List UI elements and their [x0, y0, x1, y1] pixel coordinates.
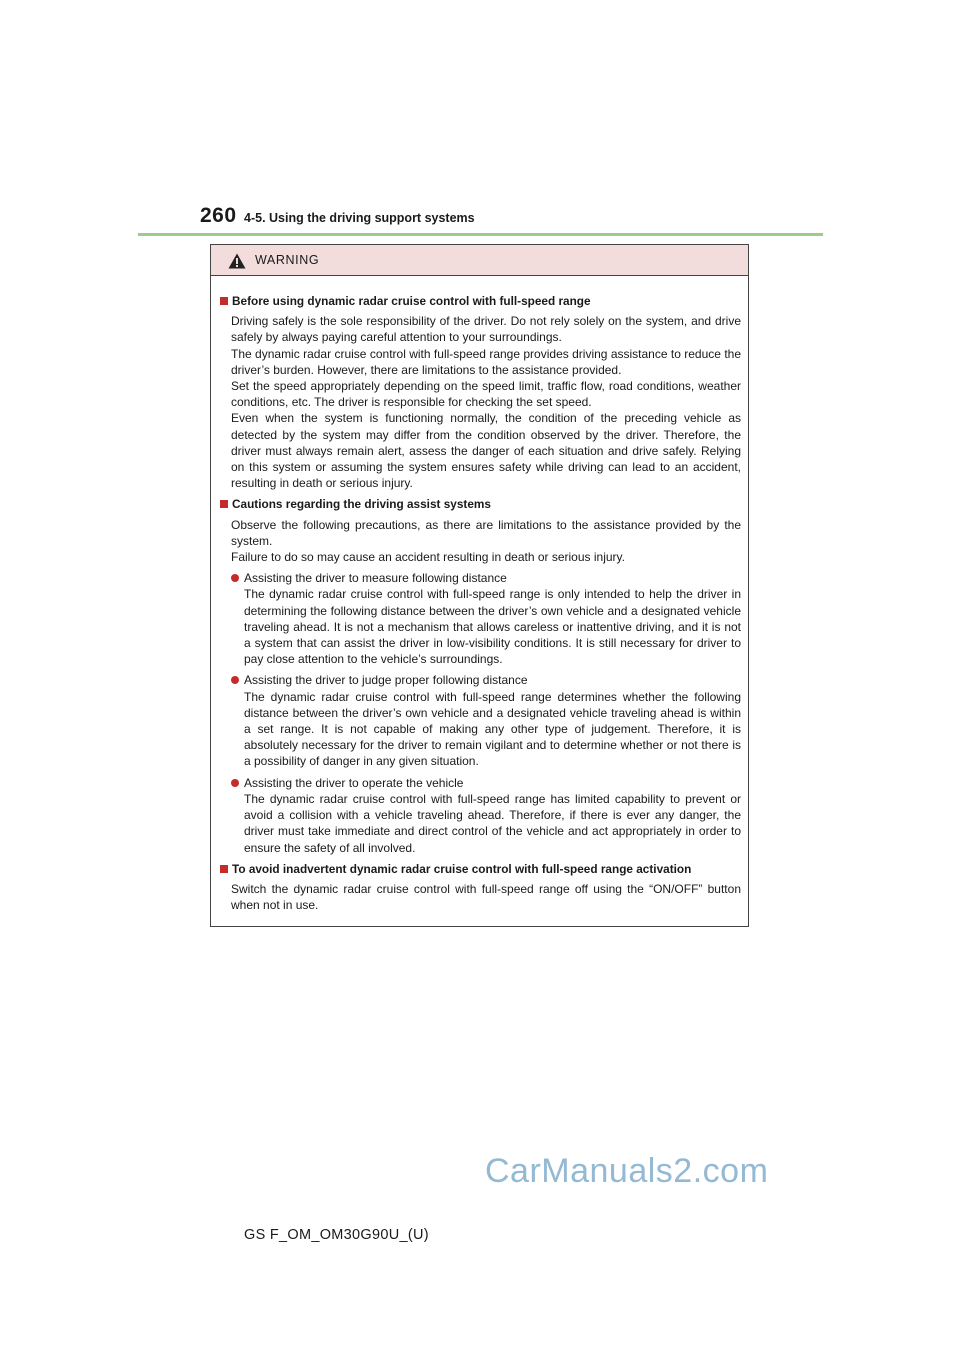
bullet-title: Assisting the driver to judge proper following distance	[244, 673, 528, 688]
bullet-item	[231, 570, 741, 667]
item-title: Cautions regarding the driving assist systems	[232, 497, 491, 512]
square-bullet-icon	[220, 500, 228, 508]
warning-body	[211, 276, 748, 913]
section-title: 4-5. Using the driving support systems	[244, 211, 475, 225]
bullet-item	[231, 775, 741, 856]
bullet-text: The dynamic radar cruise control with full-speed range determines whether the following distance between the driver’s own vehicle and a designated vehicle traveling ahead is within a set range. It is not capable of making any other type of judgement. Therefore, it is absolutely necessary for the driver to remain vigilant and to determine whether or not there is a possibility of danger in any given situation.	[244, 689, 741, 769]
bullet-text: The dynamic radar cruise control with full-speed range has limited capability to prevent or avoid a collision with a vehicle traveling ahead. Therefore, if there is ever any danger, the driver must take immediate and direct control of the vehicle and act appropriately in order to ensure the safety of all involved.	[244, 791, 741, 855]
square-bullet-icon	[220, 865, 228, 873]
bullet-title: Assisting the driver to operate the vehicle	[244, 775, 464, 790]
warning-item	[219, 293, 741, 491]
watermark-logo: CarManuals2.com	[485, 1152, 769, 1190]
footer-code: GS F_OM_OM30G90U_(U)	[244, 1227, 429, 1243]
paragraph: Set the speed appropriately depending on the speed limit, traffic flow, road conditions, weather conditions, etc. The driver is responsible for checking the set speed.	[231, 379, 741, 410]
bullet-title: Assisting the driver to measure following distance	[244, 571, 507, 586]
warning-box	[210, 244, 749, 927]
warning-item	[219, 496, 741, 855]
square-bullet-icon	[220, 297, 228, 305]
warning-item	[219, 861, 741, 914]
page-number: 260	[200, 204, 237, 227]
bullet-text: The dynamic radar cruise control with full-speed range is only intended to help the driver in determining the following distance between the driver’s own vehicle and a designated vehicle traveling ahead. It is not a mechanism that allows careless or inattentive driving, and it is not a system that can assist the driver in low-visibility conditions. It is still necessary for driver to pay close attention to the vehicle’s surroundings.	[244, 587, 741, 667]
paragraph: Driving safely is the sole responsibility of the driver. Do not rely solely on the system, and drive safely by always paying careful attention to your surroundings.	[231, 314, 741, 345]
bullet-item	[231, 672, 741, 769]
paragraph: Switch the dynamic radar cruise control with full-speed range off using the “ON/OFF” button when not in use.	[231, 881, 741, 913]
header-rule	[138, 233, 823, 236]
warning-label: WARNING	[255, 253, 320, 267]
round-bullet-icon	[231, 779, 239, 787]
warning-triangle-icon	[228, 253, 246, 269]
paragraph: Failure to do so may cause an accident resulting in death or serious injury.	[231, 550, 625, 565]
item-title: Before using dynamic radar cruise control with full-speed range	[232, 294, 591, 308]
warning-header	[211, 245, 748, 276]
paragraph: Observe the following precautions, as there are limitations to the assistance provided by the system.	[231, 517, 741, 548]
paragraph: The dynamic radar cruise control with full-speed range provides driving assistance to reduce the driver’s burden. However, there are limitations to the assistance provided.	[231, 346, 741, 377]
paragraph: Even when the system is functioning normally, the condition of the preceding vehicle as detected by the system may differ from the condition observed by the driver. Therefore, the driver must always remain alert, assess the danger of each situation and drive safely. Relying on this system or assuming the system ensures safety while driving can lead to an accident, resulting in death or serious injury.	[231, 411, 741, 491]
round-bullet-icon	[231, 676, 239, 684]
item-title: To avoid inadvertent dynamic radar cruise control with full-speed range activation	[232, 861, 692, 876]
round-bullet-icon	[231, 574, 239, 582]
